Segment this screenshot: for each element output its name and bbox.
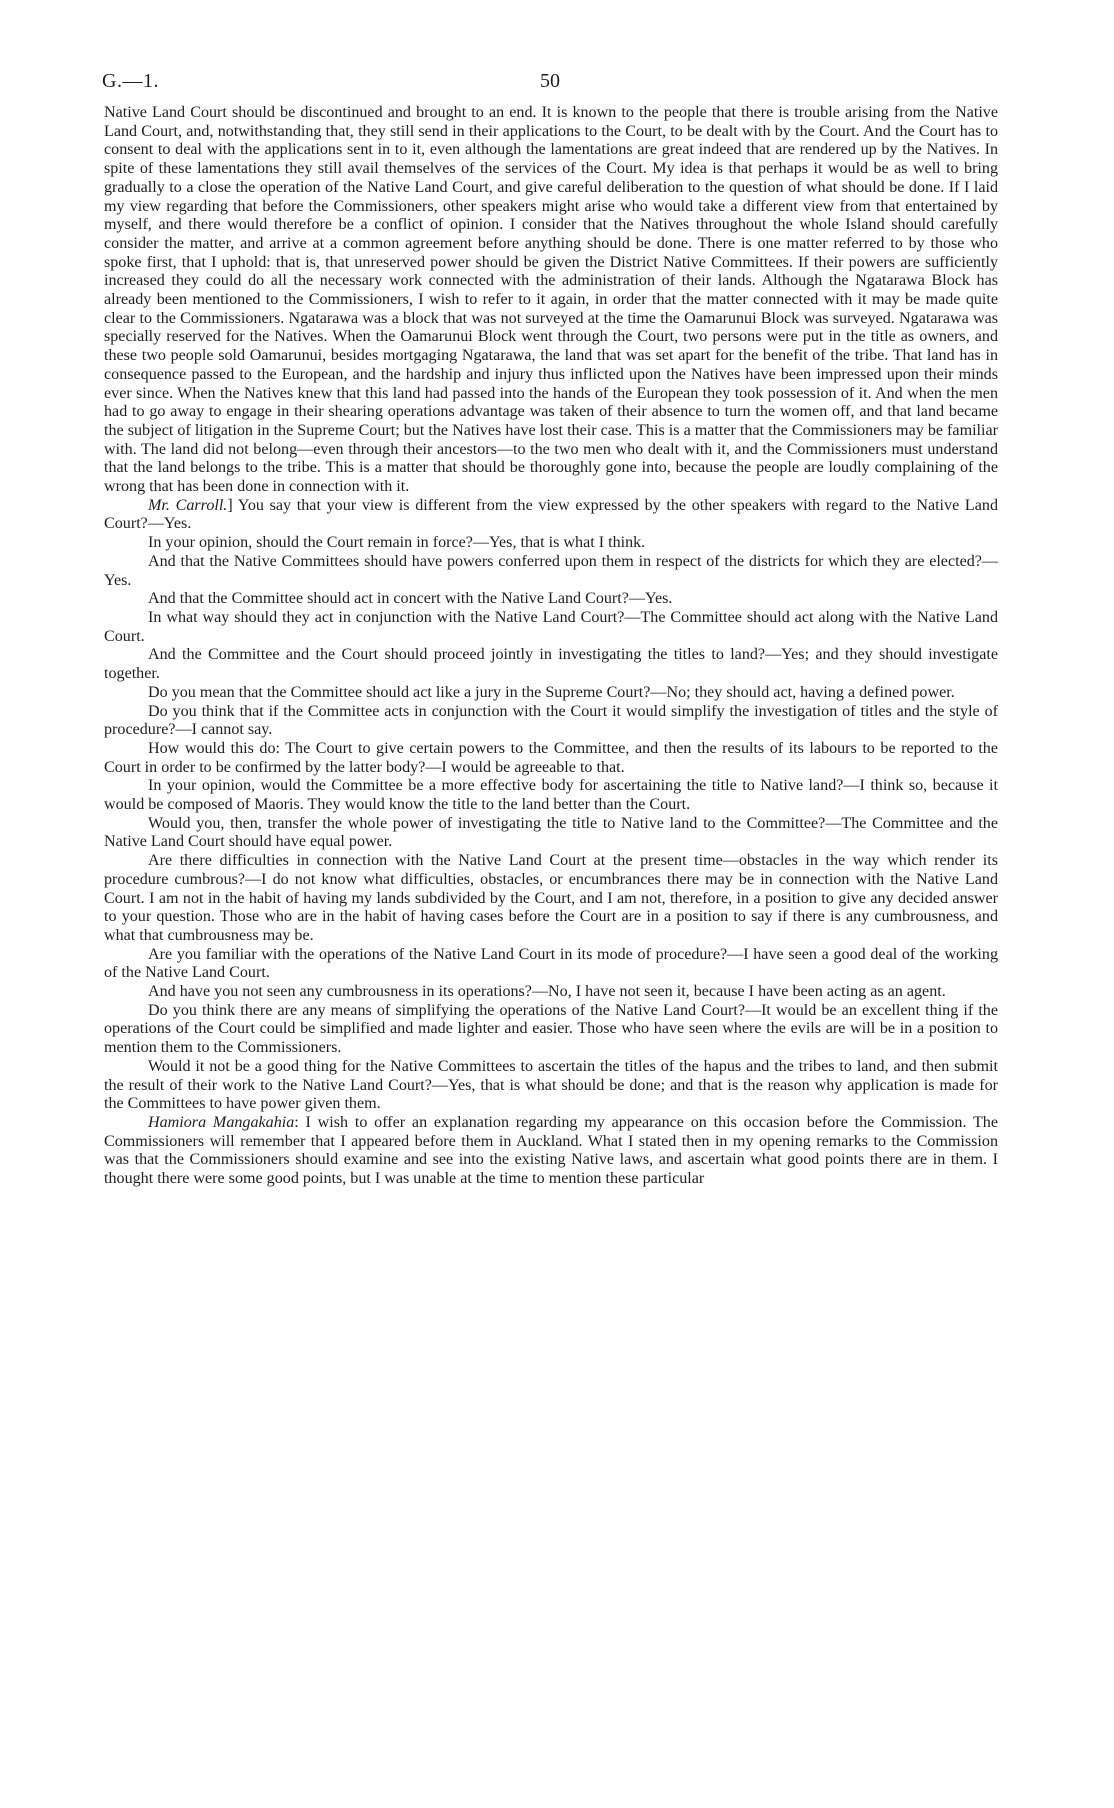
paragraph-0 (104, 104, 998, 497)
paragraph-17 (104, 1114, 998, 1189)
paragraph-text: And the Committee and the Court should proceed jointly in investigating the titles to land?—Yes; and they should investigate together. (104, 646, 998, 683)
paragraph-text: In your opinion, should the Court remain in force?—Yes, that is what I think. (148, 534, 646, 552)
paragraph-text: Would you, then, transfer the whole power of investigating the title to Native land to the Committee?—The Committee and the Native Land Court should have equal power. (104, 814, 998, 851)
paragraph-text: ] You say that your view is different from the view expressed by the other speakers with regard to the Native Land Court?—Yes. (104, 496, 998, 533)
paragraph-13 (104, 946, 998, 983)
paragraph-text: Are you familiar with the operations of the Native Land Court in its mode of procedure?—I have seen a good deal of the working of the Native Land Court. (104, 945, 998, 982)
paragraph-text: How would this do: The Court to give certain powers to the Committee, and then the results of its labours to be reported to the Court in order to be confirmed by the latter body?—I would be agreeable to that. (104, 739, 998, 776)
paragraph-text: In what way should they act in conjunction with the Native Land Court?—The Committee should act along with the Native Land Court. (104, 608, 998, 645)
speaker-name: Hamiora Mangakahia (148, 1113, 295, 1131)
paragraph-11 (104, 815, 998, 852)
paragraph-9 (104, 740, 998, 777)
paragraph-text: Do you think there are any means of simplifying the operations of the Native Land Court?—It would be an excellent thing if the operations of the Court could be simplified and made lighter and easier. Those who have seen where the evils are will be in a position to mention them to the Commissioners. (104, 1001, 998, 1057)
paragraph-text: Do you think that if the Committee acts in conjunction with the Court it would simplify the investigation of titles and the style of procedure?—I cannot say. (104, 702, 998, 739)
page-number: 50 (540, 70, 560, 92)
paragraph-8 (104, 703, 998, 740)
paragraph-text: And that the Committee should act in concert with the Native Land Court?—Yes. (148, 590, 673, 608)
document-body (104, 104, 998, 1189)
paragraph-text: Would it not be a good thing for the Native Committees to ascertain the titles of the hapus and the tribes to land, and then submit the result of their work to the Native Land Court?—Yes, that is what should be done; and that is the reason why application is made for the Committees to have power given them. (104, 1057, 998, 1113)
paragraph-text: : I wish to offer an explanation regarding my appearance on this occasion before the Commission. The Commissioners will remember that I appeared before them in Auckland. What I stated then in my opening remarks to the Commission was that the Commissioners should examine and see into the existing Native laws, and ascertain what good points there are in them. I thought there were some good points, but I was unable at the time to mention these particular (104, 1113, 998, 1188)
paragraph-15 (104, 1002, 998, 1058)
paragraph-text: Are there difficulties in connection with the Native Land Court at the present time—obstacles in the way which render its procedure cumbrous?—I do not know what difficulties, obstacles, or encumbrances there may be in connection with the Native Land Court. I am not in the habit of having my lands subdivided by the Court, and I am not, therefore, in a position to give any decided answer to your question. Those who are in the habit of having cases before the Court are in a position to say if there is any cumbrousness, and what that cumbrousness may be. (104, 852, 998, 944)
paragraph-2 (104, 534, 998, 553)
page-header (102, 70, 998, 100)
speaker-name: Mr. Carroll. (148, 496, 228, 514)
paragraph-text: Do you mean that the Committee should act like a jury in the Supreme Court?—No; they should act, having a defined power. (148, 683, 955, 701)
paragraph-text: In your opinion, would the Committee be a more effective body for ascertaining the title to Native land?—I think so, because it would be composed of Maoris. They would know the title to the land better than the Court. (104, 777, 998, 814)
paragraph-12 (104, 852, 998, 946)
paragraph-4 (104, 590, 998, 609)
document-reference: G.—1. (102, 70, 159, 92)
paragraph-10 (104, 777, 998, 814)
paragraph-5 (104, 609, 998, 646)
paragraph-3 (104, 553, 998, 590)
paragraph-6 (104, 646, 998, 683)
paragraph-14 (104, 983, 998, 1002)
paragraph-16 (104, 1058, 998, 1114)
paragraph-text: Native Land Court should be discontinued and brought to an end. It is known to the people that there is trouble arising from the Native Land Court, and, notwithstanding that, they still send in their applications to the Court, to be dealt with by the Court. And the Court has to consent to deal with the applications sent in to it, even although the lamentations are great indeed that are rendered up by the Natives. In spite of these lamentations they still avail themselves of the services of the Court. My idea is that perhaps it would be as well to bring gradually to a close the operation of the Native Land Court, and give careful deliberation to the question of what should be done. If I laid my view regarding that before the Commissioners, other speakers might arise who would take a different view from that entertained by myself, and there would therefore be a conflict of opinion. I consider that the Natives throughout the whole Island should carefully consider the matter, and arrive at a common agreement before anything should be done. There is one matter referred to by those who spoke first, that I uphold: that is, that unreserved power should be given the District Native Committees. If their powers are sufficiently increased they could do all the necessary work connected with the administration of their lands. Although the Ngatarawa Block has already been mentioned to the Commissioners, I wish to refer to it again, in order that the matter connected with it may be made quite clear to the Commissioners. Ngatarawa was a block that was not surveyed at the time the Oamarunui Block was surveyed. Ngatarawa was specially reserved for the Natives. When the Oamarunui Block went through the Court, two persons were put in the title as owners, and these two people sold Oamarunui, besides mortgaging Ngatarawa, the land that was set apart for the benefit of the tribe. That land has in consequence passed to the European, and the hardship and injury thus inflicted upon the Natives have been impressed upon their minds ever since. When the Natives knew that this land had passed into the hands of the European they took possession of it. And when the men had to go away to engage in their shearing operations advantage was taken of their absence to turn the women off, and that land became the subject of litigation in the Supreme Court; but the Natives have lost their case. This is a matter that the Commissioners may be familiar with. The land did not belong—even through their ancestors—to the two men who dealt with it, and the Commissioners must understand that the land belongs to the tribe. This is a matter that should be thoroughly gone into, because the people are loudly complaining of the wrong that has been done in connection with it. (104, 104, 998, 496)
paragraph-1 (104, 497, 998, 534)
paragraph-7 (104, 684, 998, 703)
paragraph-text: And have you not seen any cumbrousness in its operations?—No, I have not seen it, because I have been acting as an agent. (148, 983, 946, 1001)
paragraph-text: And that the Native Committees should have powers conferred upon them in respect of the districts for which they are elected?—Yes. (104, 552, 998, 589)
